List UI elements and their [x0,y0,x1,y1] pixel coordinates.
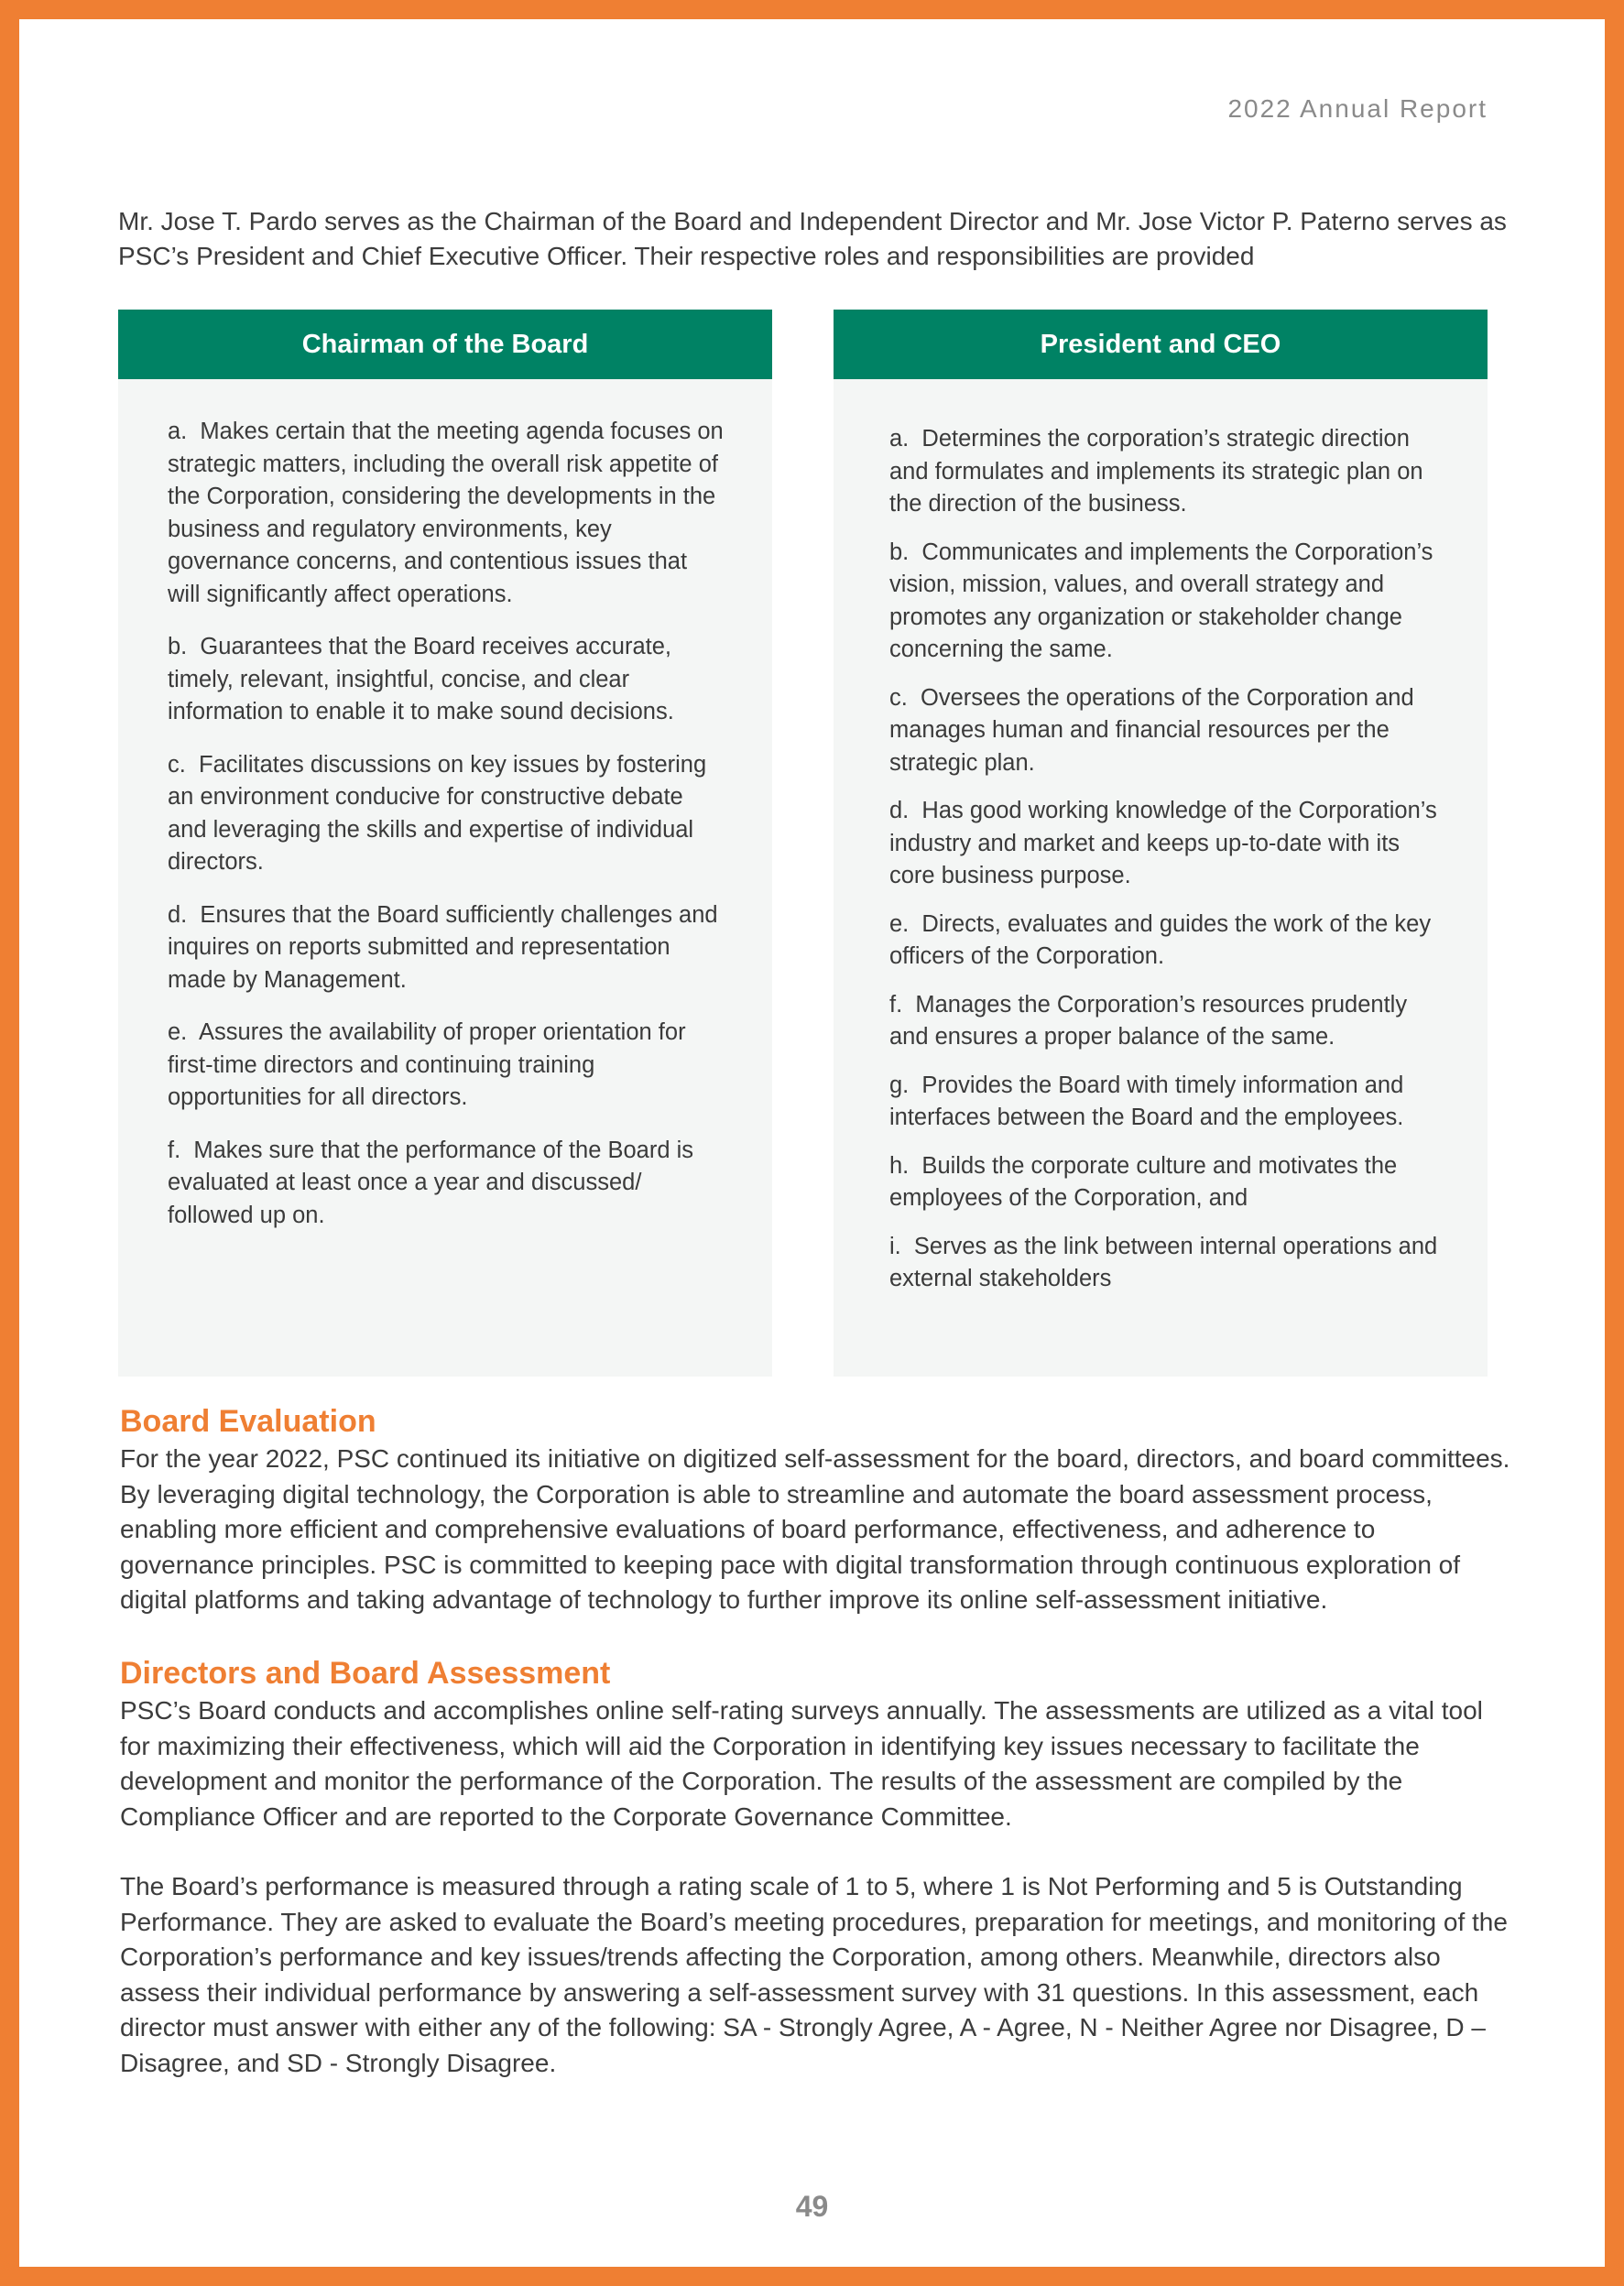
list-item: h. Builds the corporate culture and motivates the employees of the Corporation, and [889,1152,1398,1211]
president-responsibilities-list [834,379,1488,1296]
list-item: e. Assures the availability of proper orientation for first-time directors and continuing training opportunities for all directors. [168,1019,686,1110]
chairman-panel-title: Chairman of the Board [118,310,772,379]
directors-assessment-heading: Directors and Board Assessment [120,1656,611,1691]
board-evaluation-heading: Board Evaluation [120,1404,376,1439]
board-evaluation-section [120,1401,1512,1653]
board-evaluation-paragraph: For the year 2022, PSC continued its initiative on digitized self-assessment for the board, directors, and board committees. By leveraging digital technology, the Corporation is able to streamline and automate the board assessment process, enabling more efficient and comprehensive evaluations of board performance, effectiveness, and adherence to governance principles. PSC is committed to keeping pace with digital transformation through continuous exploration of digital platforms and taking advantage of technology to further improve its online self-assessment initiative. [120,1444,1510,1614]
rating-scale-paragraph: The Board’s performance is measured through a rating scale of 1 to 5, where 1 is Not Performing and 5 is Outstanding Performance. They are asked to evaluate the Board’s meeting procedures, preparation for meetings, and monitoring of the Corporation’s performance and key issues/trends affecting the Corporation, among others. Meanwhile, directors also assess their individual performance by answering a self-assessment survey with 31 questions. In this assessment, each director must answer with either any of the following: SA - Strongly Agree, A - Agree, N - Neither Agree nor Disagree, D – Disagree, and SD - Strongly Disagree. [120,1872,1508,2077]
directors-assessment-paragraph: PSC’s Board conducts and accomplishes online self-rating surveys annually. The assessments are utilized as a vital tool for maximizing their effectiveness, which will aid the Corporation in identifying key issues necessary to facilitate the development and monitor the performance of the Corporation. The results of the assessment are compiled by the Compliance Officer and are reported to the Corporate Governance Committee. [120,1696,1483,1831]
list-item: g. Provides the Board with timely information and interfaces between the Board and the employees. [889,1072,1404,1130]
list-item: f. Makes sure that the performance of the Board is evaluated at least once a year and discussed/ followed up on. [168,1137,694,1228]
directors-assessment-section [120,1653,1512,2116]
list-item: f. Manages the Corporation’s resources prudently and ensures a proper balance of the same. [889,991,1408,1050]
list-item: c. Oversees the operations of the Corporation and manages human and financial resources per the strategic plan. [889,684,1414,776]
list-item: d. Has good working knowledge of the Corporation’s industry and market and keeps up-to-date with its core business purpose. [889,798,1437,888]
list-item: a. Determines the corporation’s strategic direction and formulates and implements its strategic plan on the direction of the business. [889,426,1423,517]
list-item: d. Ensures that the Board sufficiently challenges and inquires on reports submitted and representation made by Management. [168,901,718,993]
list-item: c. Facilitates discussions on key issues by fostering an environment conducive for constructive debate and leveraging the skills and expertise of individual directors. [168,751,707,875]
chairman-panel [118,310,772,1377]
president-panel [834,310,1488,1377]
page-number: 49 [795,2190,829,2223]
chairman-responsibilities-list [118,379,772,1232]
president-panel-title: President and CEO [834,310,1488,379]
list-item: a. Makes certain that the meeting agenda focuses on strategic matters, including the overall risk appetite of the Corporation, considering the developments in the business and regulatory environments, key governance concerns, and contentious issues that will significantly affect operations. [168,419,724,607]
list-item: e. Directs, evaluates and guides the work of the key officers of the Corporation. [889,910,1432,969]
list-item: b. Guarantees that the Board receives accurate, timely, relevant, insightful, concise, and clear information to enable it to make sound decisions. [168,634,674,724]
list-item: i. Serves as the link between internal operations and external stakeholders [889,1233,1438,1291]
intro-paragraph: Mr. Jose T. Pardo serves as the Chairman of the Board and Independent Director and Mr. Jose Victor P. Paterno serves as PSC’s President and Chief Executive Officer. Their respective roles and responsibilities are provided [118,207,1507,270]
list-item: b. Communicates and implements the Corporation’s vision, mission, values, and overall strategy and promotes any organization or stakeholder change concerning the same. [889,539,1433,662]
document-page [19,19,1605,2267]
report-header-label: 2022 Annual Report [1227,94,1488,123]
